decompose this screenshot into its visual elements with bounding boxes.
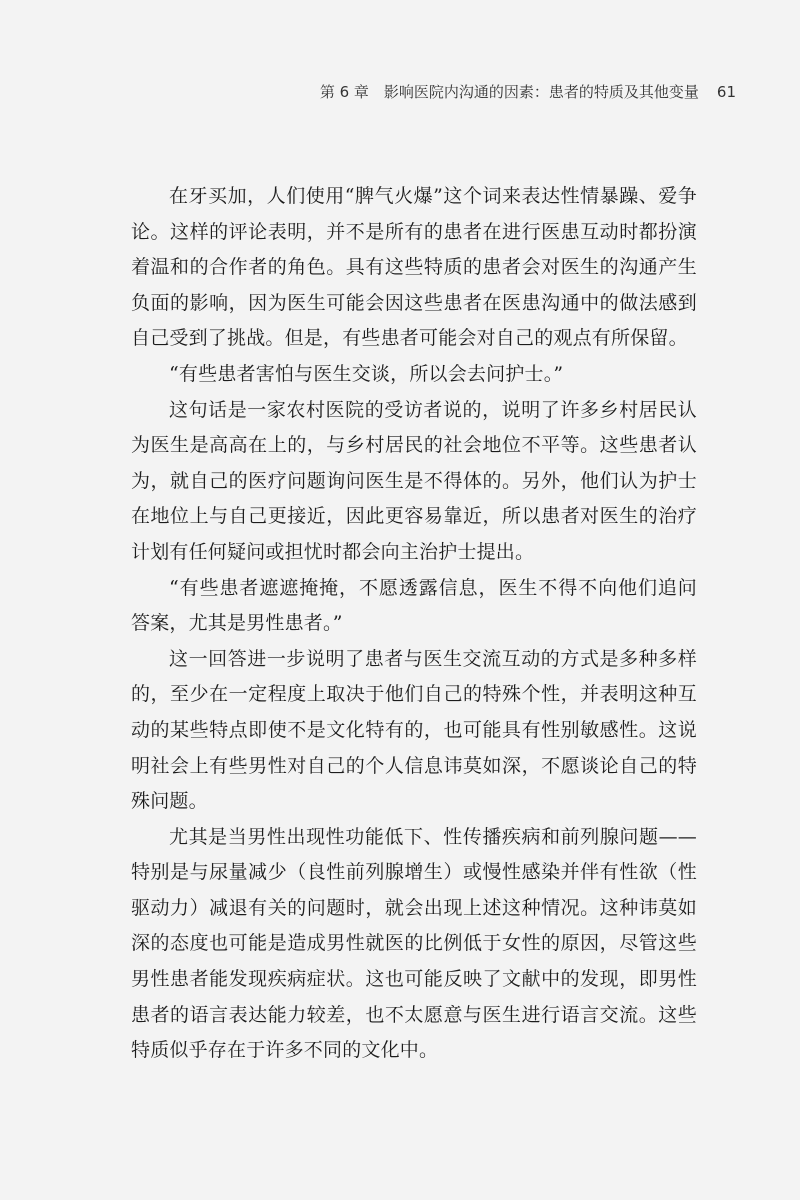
paragraph: 这一回答进一步说明了患者与医生交流互动的方式是多种多样的，至少在一定程度上取决于他们自己的特殊个性，并表明这种互动的某些特点即使不是文化特有的，也可能具有性别敏感性。这说明社会上有些男性对自己的个人信息讳莫如深，不愿谈论自己的特殊问题。	[131, 647, 697, 813]
paragraph: 这句话是一家农村医院的受访者说的，说明了许多乡村居民认为医生是高高在上的，与乡村居民的社会地位不平等。这些患者认为，就自己的医疗问题询问医生是不得体的。另外，他们认为护士在地位上与自己更接近，因此更容易靠近，所以患者对医生的治疗计划有任何疑问或担忧时都会向主治护士提出。	[131, 398, 697, 563]
paragraph: 在牙买加，人们使用“脾气火爆”这个词来表达性情暴躁、爱争论。这样的评论表明，并不是所有的患者在进行医患互动时都扮演着温和的合作者的角色。具有这些特质的患者会对医生的沟通产生负面的影响，因为医生可能会因这些患者在医患沟通中的做法感到自己受到了挑战。但是，有些患者可能会对自己的观点有所保留。	[131, 185, 697, 350]
running-header	[100, 80, 736, 104]
chapter-title: 第 6 章 影响医院内沟通的因素：患者的特质及其他变量	[319, 83, 699, 101]
paragraph-quote: “有些患者遮遮掩掩，不愿透露信息，医生不得不向他们追问答案，尤其是男性患者。”	[131, 576, 697, 635]
page-number: 61	[716, 83, 736, 101]
paragraph-quote: “有些患者害怕与医生交谈，所以会去问护士。”	[169, 362, 564, 385]
body-text	[131, 179, 697, 1069]
paragraph: 尤其是当男性出现性功能低下、性传播疾病和前列腺问题——特别是与尿量减少（良性前列腺增生）或慢性感染并伴有性欲（性驱动力）减退有关的问题时，就会出现上述这种情况。这种讳莫如深的态度也可能是造成男性就医的比例低于女性的原因，尽管这些男性患者能发现疾病症状。这也可能反映了文献中的发现，即男性患者的语言表达能力较差，也不太愿意与医生进行语言交流。这些特质似乎存在于许多不同的文化中。	[131, 825, 697, 1062]
